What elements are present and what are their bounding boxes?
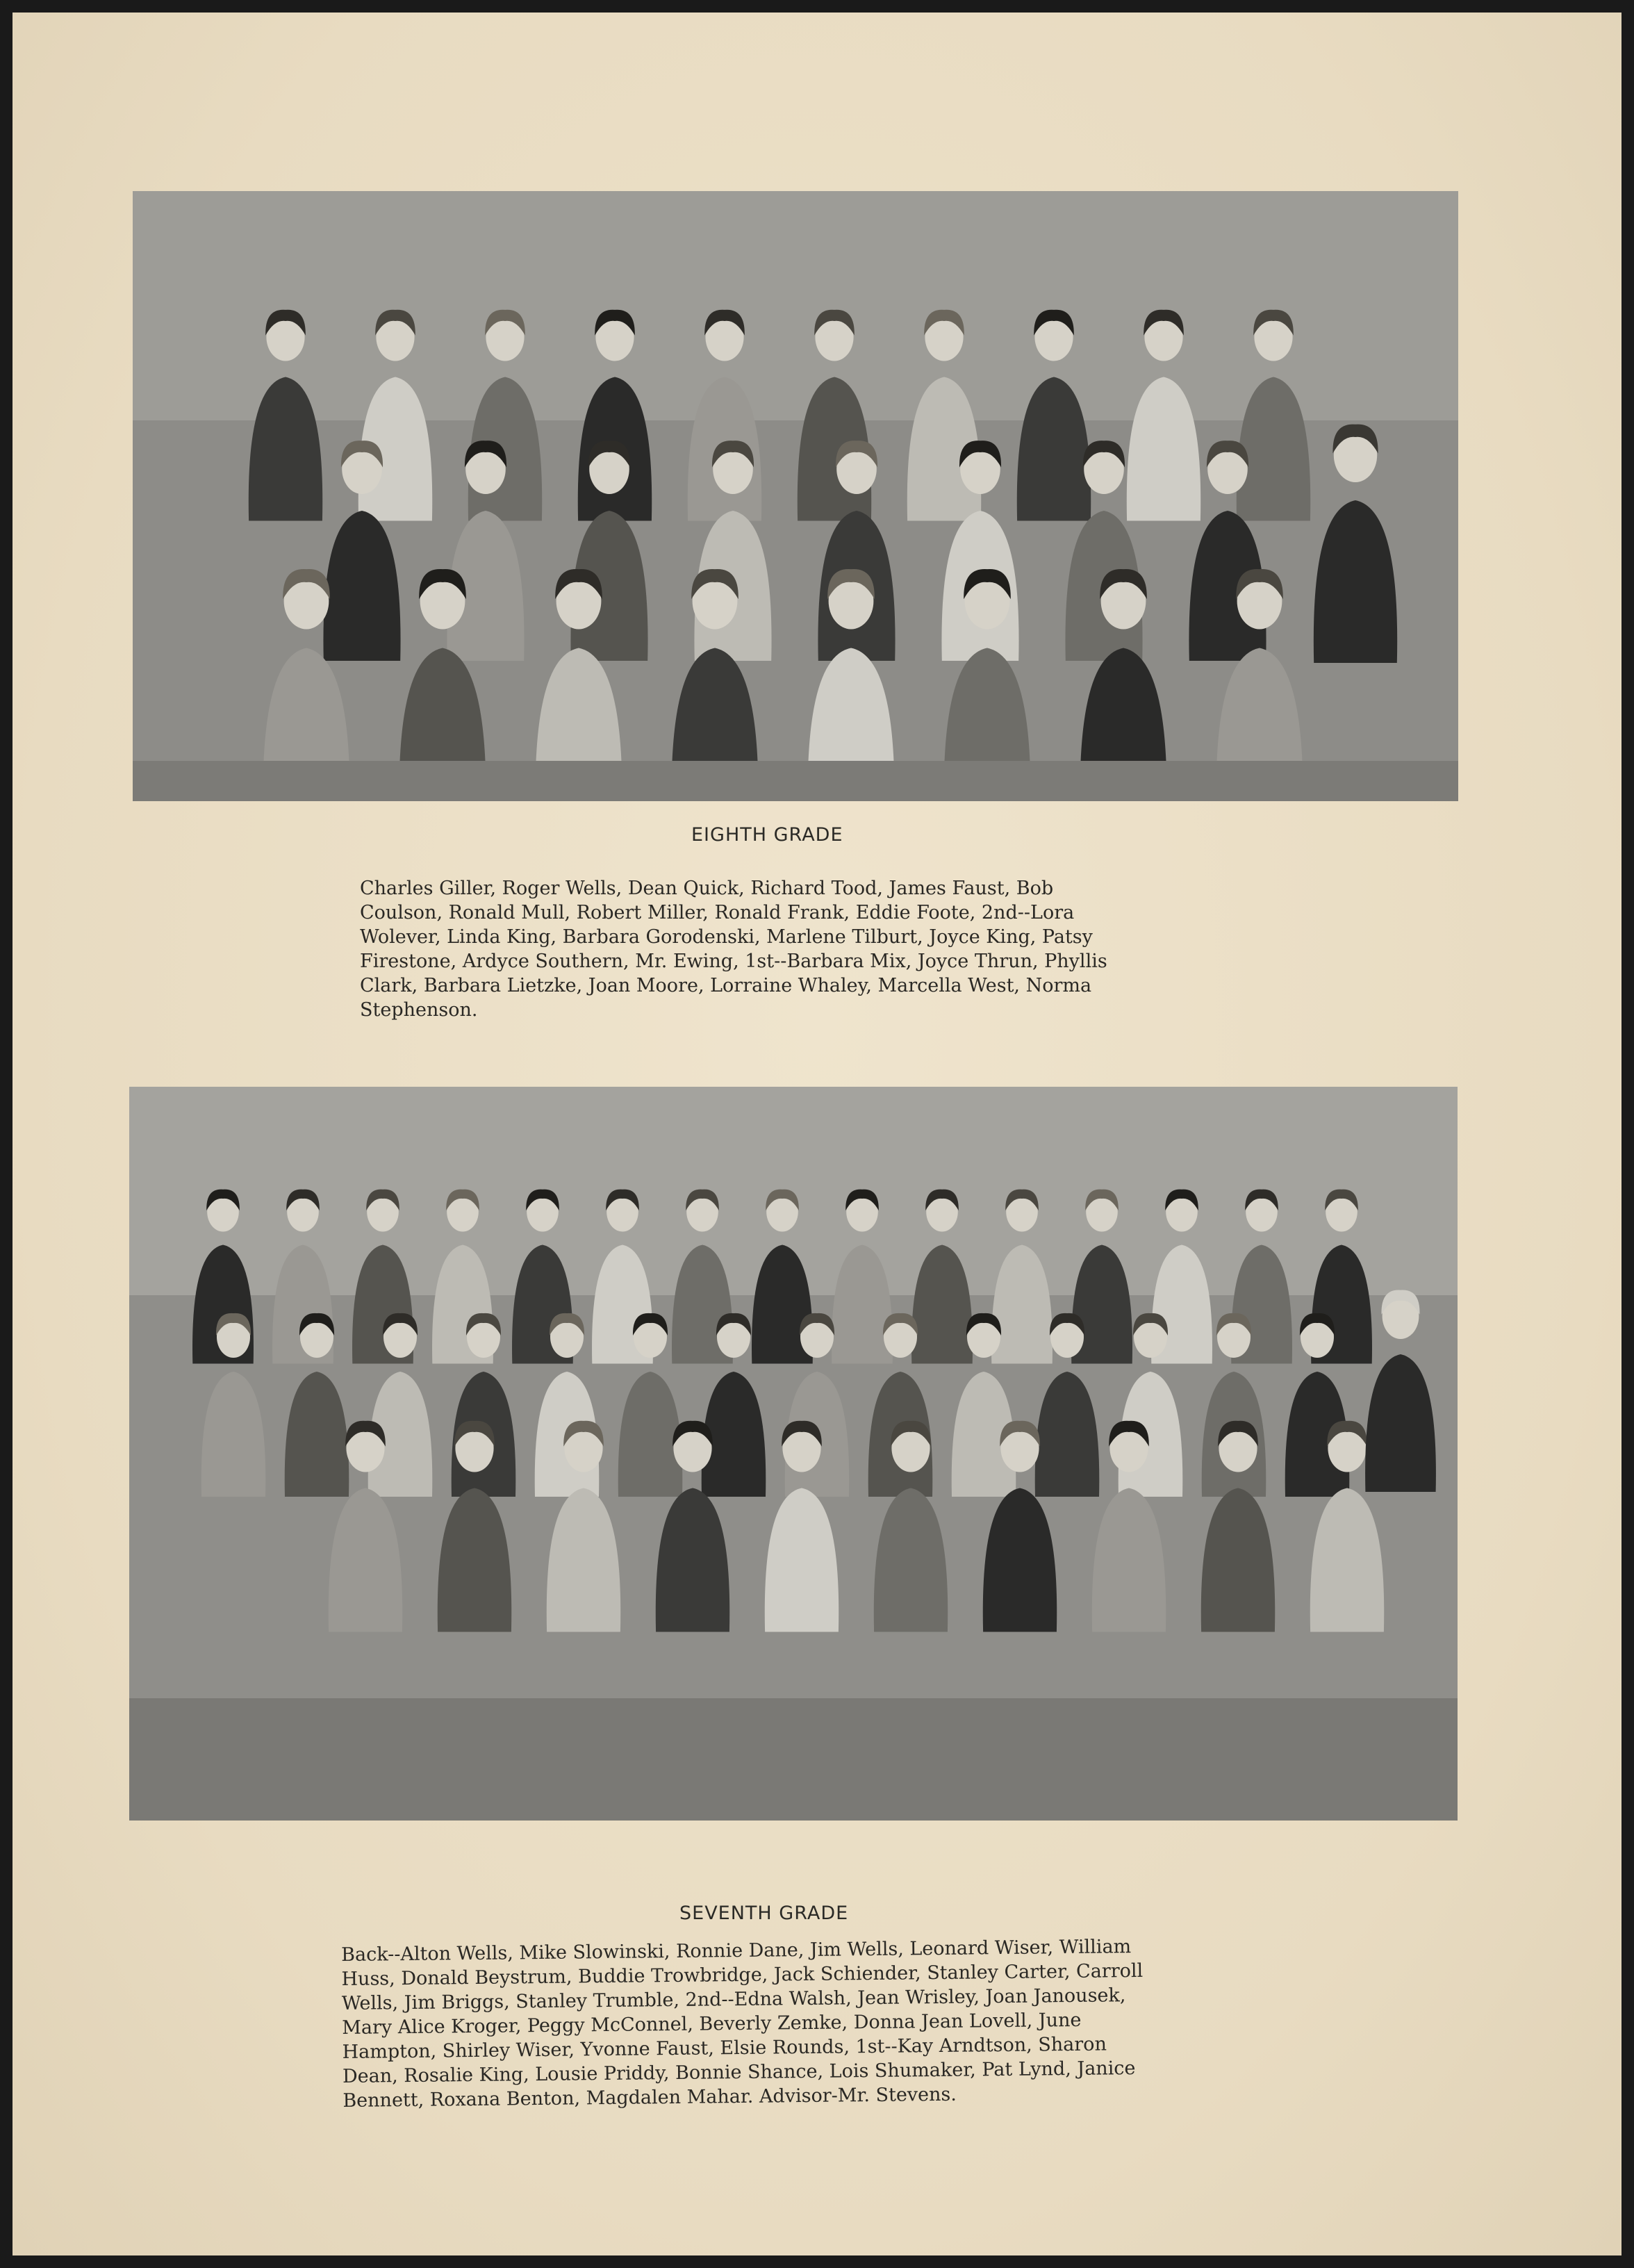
seventh-grade-names bbox=[341, 1933, 1287, 2113]
eighth-grade-names-line: Wolever, Linda King, Barbara Gorodenski, Marlene Tilburt, Joyce King, Patsy bbox=[360, 926, 1093, 948]
eighth-grade-names-line: Coulson, Ronald Mull, Robert Miller, Ronald Frank, Eddie Foote, 2nd--Lora bbox=[360, 902, 1075, 923]
seventh-grade-class-photo bbox=[129, 1087, 1458, 1821]
seventh-grade-names-line: Wells, Jim Briggs, Stanley Trumble, 2nd--Edna Walsh, Jean Wrisley, Joan Janousek, bbox=[341, 1984, 1126, 2014]
eighth-grade-class-photo bbox=[133, 191, 1458, 801]
eighth-grade-names-line: Charles Giller, Roger Wells, Dean Quick, Richard Tood, James Faust, Bob bbox=[360, 878, 1054, 899]
seventh-grade-names-line: Hampton, Shirley Wiser, Yvonne Faust, Elsie Rounds, 1st--Kay Arndtson, Sharon bbox=[342, 2033, 1107, 2063]
seventh-grade-names-line: Dean, Rosalie King, Lousie Priddy, Bonnie Shance, Lois Shumaker, Pat Lynd, Janice bbox=[342, 2057, 1136, 2087]
eighth-grade-names-line: Clark, Barbara Lietzke, Joan Moore, Lorraine Whaley, Marcella West, Norma bbox=[360, 975, 1092, 996]
eighth-grade-names bbox=[360, 876, 1221, 1022]
seventh-grade-names-line: Mary Alice Kroger, Peggy McConnel, Beverly Zemke, Donna Jean Lovell, June bbox=[342, 2009, 1082, 2039]
eighth-grade-names-line: Firestone, Ardyce Southern, Mr. Ewing, 1st--Barbara Mix, Joyce Thrun, Phyllis bbox=[360, 951, 1107, 972]
seventh-grade-names-line: Bennett, Roxana Benton, Magdalen Mahar. Advisor-Mr. Stevens. bbox=[343, 2083, 957, 2112]
eighth-grade-names-line: Stephenson. bbox=[360, 999, 478, 1021]
eighth-grade-title: EIGHTH GRADE bbox=[691, 824, 843, 846]
seventh-grade-names-line: Back--Alton Wells, Mike Slowinski, Ronnie Dane, Jim Wells, Leonard Wiser, William bbox=[341, 1936, 1132, 1966]
seventh-grade-names-line: Huss, Donald Beystrum, Buddie Trowbridge, Jack Schiender, Stanley Carter, Carroll bbox=[341, 1959, 1144, 1990]
yearbook-page bbox=[13, 13, 1621, 2255]
seventh-grade-title: SEVENTH GRADE bbox=[679, 1903, 849, 1924]
